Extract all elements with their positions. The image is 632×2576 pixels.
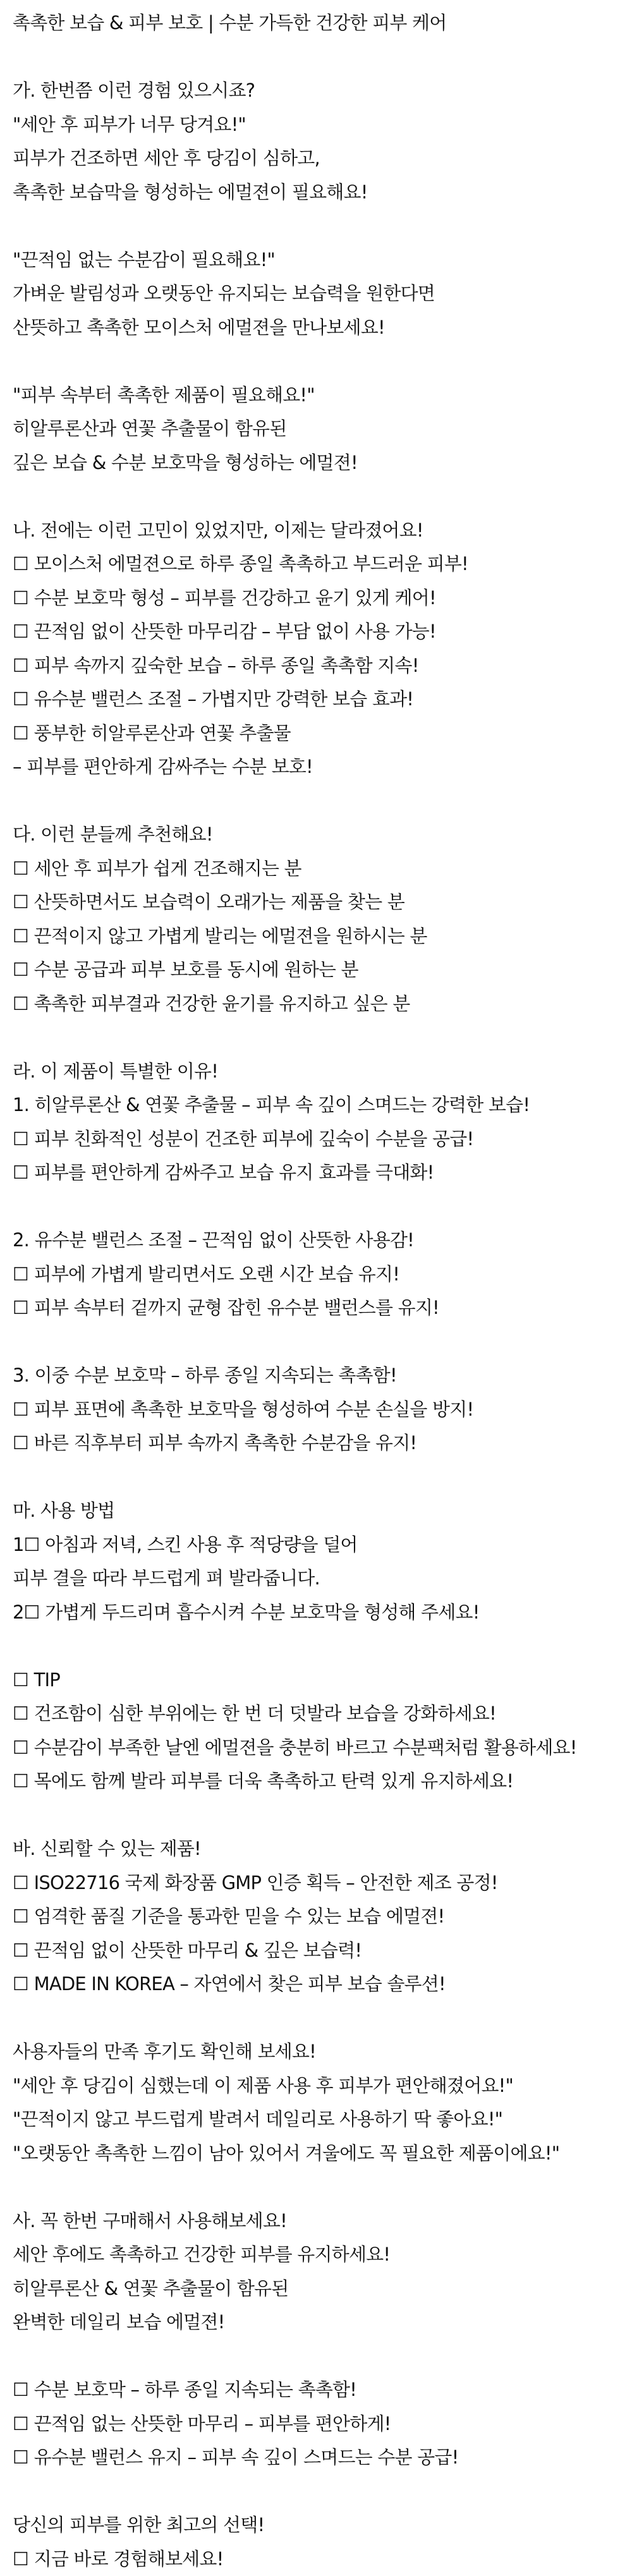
text-line: – 피부를 편안하게 감싸주는 수분 보호!: [13, 750, 619, 784]
text-line: 라. 이 제품이 특별한 이유!: [13, 1055, 619, 1089]
text-line: ☐ 지금 바로 경험해보세요!: [13, 2543, 619, 2576]
blank-line: [13, 1325, 619, 1359]
blank-line: [13, 1629, 619, 1663]
text-line: 사. 꼭 한번 구매해서 사용해보세요!: [13, 2204, 619, 2239]
text-line: ☐ 피부 속부터 겉까지 균형 잡힌 유수분 밸런스를 유지!: [13, 1291, 619, 1325]
text-line: 피부가 건조하면 세안 후 당김이 심하고,: [13, 142, 619, 176]
blank-line: [13, 1190, 619, 1224]
text-line: ☐ 피부를 편안하게 감싸주고 보습 유지 효과를 극대화!: [13, 1156, 619, 1190]
blank-line: [13, 209, 619, 243]
blank-line: [13, 2002, 619, 2036]
text-line: ☐ 유수분 밸런스 유지 – 피부 속 깊이 스며드는 수분 공급!: [13, 2441, 619, 2475]
blank-line: [13, 2475, 619, 2509]
text-line: ☐ 건조함이 심한 부위에는 한 번 더 덧발라 보습을 강화하세요!: [13, 1697, 619, 1731]
text-line: ☐ MADE IN KOREA – 자연에서 찾은 피부 보습 솔루션!: [13, 1967, 619, 2002]
text-line: 당신의 피부를 위한 최고의 선택!: [13, 2508, 619, 2543]
text-line: ☐ 산뜻하면서도 보습력이 오래가는 제품을 찾는 분: [13, 885, 619, 920]
text-line: 산뜻하고 촉촉한 모이스처 에멀젼을 만나보세요!: [13, 311, 619, 345]
text-line: ☐ TIP: [13, 1663, 619, 1698]
text-line: ☐ 풍부한 히알루론산과 연꽃 추출물: [13, 717, 619, 751]
text-line: 가벼운 발림성과 오랫동안 유지되는 보습력을 원한다면: [13, 277, 619, 311]
blank-line: [13, 40, 619, 75]
text-line: 다. 이런 분들께 추천해요!: [13, 818, 619, 852]
text-line: ☐ 수분 보호막 – 하루 종일 지속되는 촉촉함!: [13, 2373, 619, 2407]
text-line: "세안 후 당김이 심했는데 이 제품 사용 후 피부가 편안해졌어요!": [13, 2069, 619, 2103]
text-line: ☐ 끈적이지 않고 가볍게 발리는 에멀젼을 원하시는 분: [13, 920, 619, 954]
blank-line: [13, 784, 619, 818]
text-line: ☐ ISO22716 국제 화장품 GMP 인증 획득 – 안전한 제조 공정!: [13, 1866, 619, 1900]
blank-line: [13, 480, 619, 514]
text-line: ☐ 엄격한 품질 기준을 통과한 믿을 수 있는 보습 에멀젼!: [13, 1900, 619, 1934]
text-line: 2. 유수분 밸런스 조절 – 끈적임 없이 산뜻한 사용감!: [13, 1224, 619, 1258]
text-line: ☐ 끈적임 없는 산뜻한 마무리 – 피부를 편안하게!: [13, 2407, 619, 2441]
text-line: 사용자들의 만족 후기도 확인해 보세요!: [13, 2035, 619, 2069]
text-line: 가. 한번쯤 이런 경험 있으시죠?: [13, 74, 619, 108]
text-line: 1. 히알루론산 & 연꽃 추출물 – 피부 속 깊이 스며드는 강력한 보습!: [13, 1088, 619, 1122]
text-line: 촉촉한 보습 & 피부 보호 | 수분 가득한 건강한 피부 케어: [13, 6, 619, 40]
blank-line: [13, 1021, 619, 1055]
text-line: ☐ 피부에 가볍게 발리면서도 오랜 시간 보습 유지!: [13, 1258, 619, 1292]
text-line: ☐ 끈적임 없이 산뜻한 마무리 & 깊은 보습력!: [13, 1934, 619, 1968]
text-line: 바. 신뢰할 수 있는 제품!: [13, 1832, 619, 1866]
blank-line: [13, 1799, 619, 1833]
text-line: ☐ 수분 보호막 형성 – 피부를 건강하고 윤기 있게 케어!: [13, 581, 619, 616]
text-line: ☐ 끈적임 없이 산뜻한 마무리감 – 부담 없이 사용 가능!: [13, 615, 619, 649]
text-line: 피부 결을 따라 부드럽게 펴 발라줍니다.: [13, 1562, 619, 1596]
text-line: ☐ 바른 직후부터 피부 속까지 촉촉한 수분감을 유지!: [13, 1426, 619, 1461]
text-line: "오랫동안 촉촉한 느낌이 남아 있어서 겨울에도 꼭 필요한 제품이에요!": [13, 2137, 619, 2171]
document-body: [13, 6, 619, 2576]
text-line: ☐ 피부 표면에 촉촉한 보호막을 형성하여 수분 손실을 방지!: [13, 1393, 619, 1427]
blank-line: [13, 2340, 619, 2374]
text-line: 마. 사용 방법: [13, 1494, 619, 1528]
text-line: ☐ 유수분 밸런스 조절 – 가볍지만 강력한 보습 효과!: [13, 683, 619, 717]
text-line: ☐ 피부 속까지 깊숙한 보습 – 하루 종일 촉촉함 지속!: [13, 649, 619, 683]
text-line: "끈적이지 않고 부드럽게 발려서 데일리로 사용하기 딱 좋아요!": [13, 2103, 619, 2137]
blank-line: [13, 1461, 619, 1495]
blank-line: [13, 2170, 619, 2204]
text-line: "세안 후 피부가 너무 당겨요!": [13, 108, 619, 142]
text-line: ☐ 촉촉한 피부결과 건강한 윤기를 유지하고 싶은 분: [13, 987, 619, 1021]
text-line: "피부 속부터 촉촉한 제품이 필요해요!": [13, 379, 619, 413]
text-line: 3. 이중 수분 보호막 – 하루 종일 지속되는 촉촉함!: [13, 1359, 619, 1393]
text-line: 깊은 보습 & 수분 보호막을 형성하는 에멀젼!: [13, 446, 619, 480]
text-line: 1☐ 아침과 저녁, 스킨 사용 후 적당량을 덜어: [13, 1528, 619, 1562]
text-line: 촉촉한 보습막을 형성하는 에멀젼이 필요해요!: [13, 176, 619, 210]
text-line: 완벽한 데일리 보습 에멀젼!: [13, 2306, 619, 2340]
text-line: ☐ 목에도 함께 발라 피부를 더욱 촉촉하고 탄력 있게 유지하세요!: [13, 1765, 619, 1799]
text-line: ☐ 수분 공급과 피부 보호를 동시에 원하는 분: [13, 953, 619, 987]
text-line: ☐ 세안 후 피부가 쉽게 건조해지는 분: [13, 852, 619, 886]
text-line: ☐ 피부 친화적인 성분이 건조한 피부에 깊숙이 수분을 공급!: [13, 1122, 619, 1157]
text-line: 히알루론산과 연꽃 추출물이 함유된: [13, 412, 619, 446]
blank-line: [13, 344, 619, 379]
text-line: ☐ 모이스처 에멀젼으로 하루 종일 촉촉하고 부드러운 피부!: [13, 547, 619, 581]
text-line: 히알루론산 & 연꽃 추출물이 함유된: [13, 2272, 619, 2306]
text-line: 세안 후에도 촉촉하고 건강한 피부를 유지하세요!: [13, 2238, 619, 2272]
text-line: 2☐ 가볍게 두드리며 흡수시켜 수분 보호막을 형성해 주세요!: [13, 1596, 619, 1630]
text-line: "끈적임 없는 수분감이 필요해요!": [13, 243, 619, 277]
text-line: 나. 전에는 이런 고민이 있었지만, 이제는 달라졌어요!: [13, 514, 619, 548]
text-line: ☐ 수분감이 부족한 날엔 에멀젼을 충분히 바르고 수분팩처럼 활용하세요!: [13, 1731, 619, 1765]
